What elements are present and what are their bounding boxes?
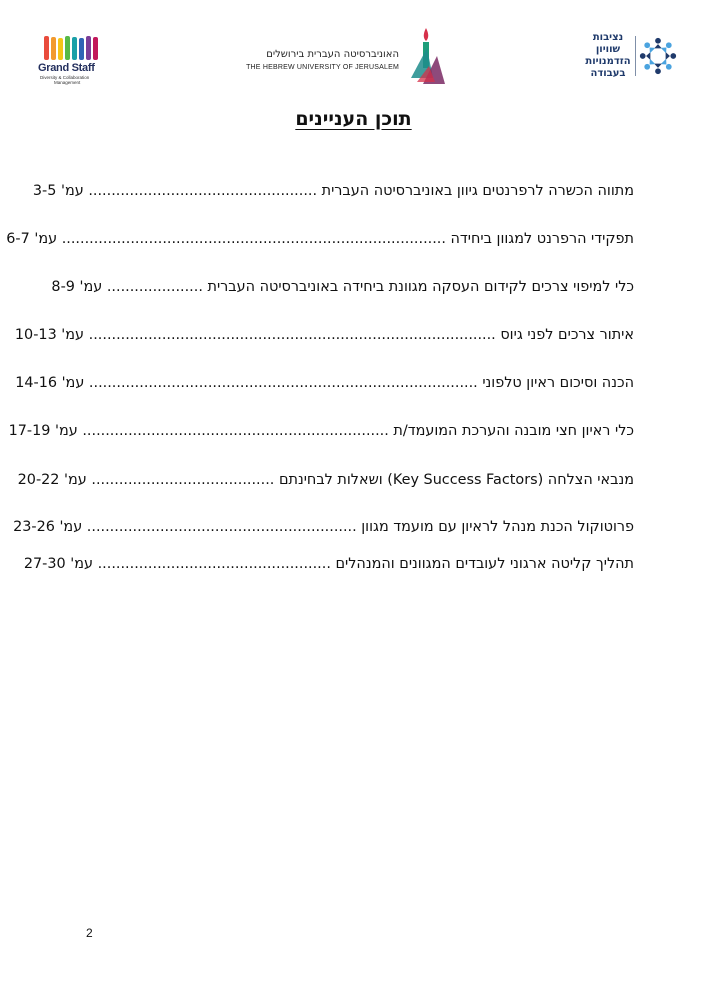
person-head [666,64,672,70]
toc-entry-title: פרוטוקול הכנת מנהל לראיון עם מועמד מגוון [361,519,634,535]
equal-opportunities-name [581,32,635,80]
toc-entry[interactable] [15,370,634,396]
toc-entry-pages: עמ' 17-19 [8,423,78,439]
eq-line-4: בעבודה [590,68,626,79]
grand-staff-subtitle [40,75,104,85]
page-title: תוכן העניינים [295,108,412,130]
toc-entry-pages: עמ' 10-13 [14,327,85,343]
toc-entry-pages: עמ' 8-9 [51,279,103,295]
person-body [654,64,662,68]
toc-entry-leader-dots: ..................................................................................... [88,375,478,391]
equal-opportunities-logo [577,32,681,82]
grand-staff-bar [65,36,70,60]
toc-entry-pages: עמ' 6-7 [6,231,58,247]
toc-entry-title: מתווה הכשרה לרפרנטים גיוון באוניברסיטה העברית [321,183,634,199]
toc-entry[interactable] [17,467,634,493]
eq-line-1: נציבות [592,32,624,43]
person-body [650,59,656,65]
toc-entry-title: כלי ראיון חצי מובנה והערכת המועמד/ת [393,423,634,439]
person-head [670,53,676,59]
toc-entry-title: כלי למיפוי צרכים לקידום העסקה מגוונת ביחידה באוניברסיטה העברית [207,279,634,295]
toc-entry-pages: עמ' 23-26 [13,519,83,535]
grand-staff-bar [79,38,84,60]
grand-staff-bars-icon [42,32,100,62]
toc-entry-leader-dots: ........................................................... [86,519,357,535]
huji-name-english: THE HEBREW UNIVERSITY OF JERUSALEM [246,64,399,71]
toc-entry[interactable] [8,418,634,444]
toc-entry-title: תהליך קליטה ארגוני לעובדים המגוונים והמנהלים [335,556,634,572]
toc-entry-pages: עמ' 20-22 [17,472,87,488]
toc-entry-title: תפקידי הרפרנט למגוון ביחידה [450,231,634,247]
toc-entry-leader-dots: ......................................................................................... [88,327,496,343]
person-body [666,52,670,60]
person-body [661,59,667,65]
huji-name-hebrew: האוניברסיטה העברית בירושלים [266,49,399,60]
grand-staff-subtitle-line2: Management [54,80,81,85]
person-body [646,52,650,60]
toc-entry[interactable] [51,274,634,300]
toc-entry-pages: עמ' 27-30 [23,556,94,572]
people-star-icon [637,34,679,78]
person-head [666,42,672,48]
page-number: 2 [86,926,93,940]
toc-entry-title: הכנה וסיכום ראיון טלפוני [482,375,634,391]
person-body [650,48,656,54]
toc-entry-leader-dots: .................................................................................... [61,231,446,247]
eq-line-2: שוויון [595,44,621,55]
person-head [644,42,650,48]
grand-staff-bar [44,36,49,60]
toc-entry-leader-dots: ................................................... [97,556,331,572]
person-head [655,68,661,74]
eq-line-3: הזדמנויות [585,56,631,67]
toc-entry[interactable] [13,514,634,540]
person-head [644,64,650,70]
grand-staff-bar [58,38,63,60]
person-head [640,53,646,59]
person-body [661,48,667,54]
toc-entry[interactable] [14,322,634,348]
toc-entry-pages: עמ' 14-16 [15,375,85,391]
grand-staff-bar [93,37,98,60]
toc-entry-leader-dots: ..................... [106,279,203,295]
toc-entry-leader-dots: ................................................................... [82,423,389,439]
grand-staff-title: Grand Staff [38,62,95,74]
grand-staff-bar [72,37,77,60]
grand-staff-bar [86,36,91,60]
person-body [654,44,662,48]
huji-emblem-icon [407,26,447,88]
person-head [655,38,661,44]
grand-staff-bar [51,37,56,60]
hebrew-university-logo [246,26,447,90]
toc-entry-leader-dots: ........................................ [91,472,275,488]
toc-entry-title: מנבאי הצלחה (Key Success Factors) ושאלות לבחינתם [278,472,634,488]
toc-entry[interactable] [32,178,634,204]
toc-entry-leader-dots: .................................................. [88,183,318,199]
toc-entry-pages: עמ' 3-5 [32,183,84,199]
grand-staff-logo [38,32,104,90]
grand-staff-subtitle-line1: Diversity & Collaboration [40,75,90,80]
toc-entry-title: איתור צרכים לפני גיוס [500,327,634,343]
logo-divider [635,36,636,76]
toc-entry[interactable] [23,551,634,577]
toc-entry[interactable] [6,226,634,252]
